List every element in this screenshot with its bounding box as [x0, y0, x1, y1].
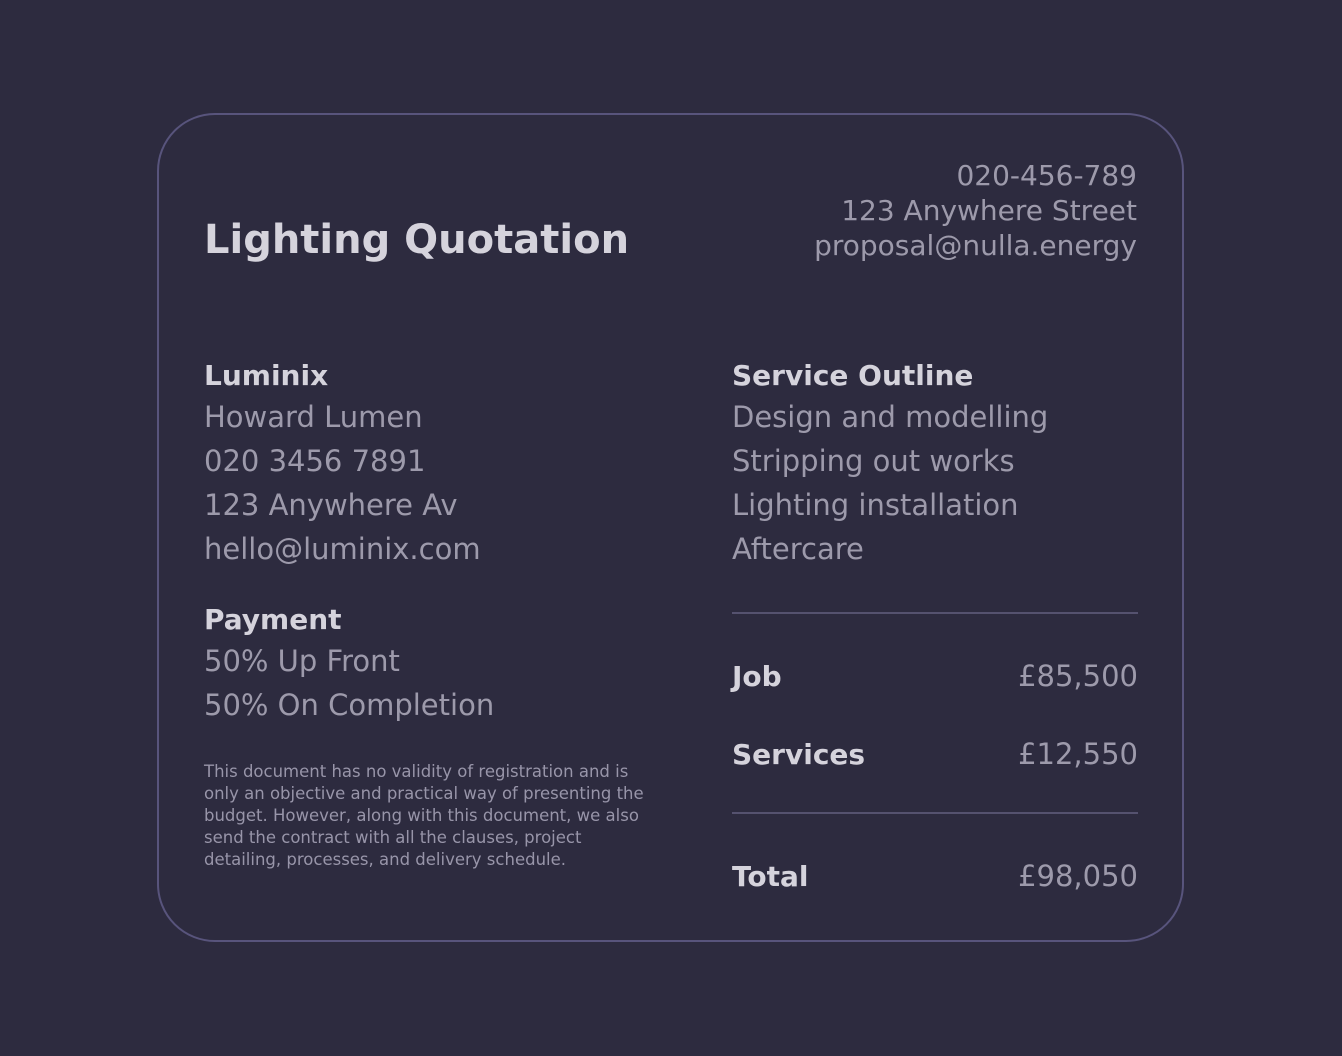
service-item: Aftercare — [732, 532, 864, 566]
client-contact-person: Howard Lumen — [204, 400, 423, 434]
payment-section — [204, 601, 644, 727]
services-label: Services — [732, 737, 866, 771]
payment-term: 50% On Completion — [204, 688, 495, 722]
client-details — [204, 357, 644, 571]
company-contact — [814, 158, 1137, 263]
service-item: Stripping out works — [732, 444, 1015, 478]
total-label: Total — [732, 859, 809, 893]
service-item: Design and modelling — [732, 400, 1049, 434]
service-outline — [732, 357, 1137, 571]
disclaimer-text: This document has no validity of registration and is only an objective and practical way of presenting the budget. However, along with this document, we also send the contract with all the clauses, project detailing, processes, and delivery schedule. — [204, 762, 644, 869]
job-label: Job — [732, 659, 782, 693]
client-name-heading: Luminix — [204, 359, 329, 392]
client-email: hello@luminix.com — [204, 532, 481, 566]
job-cost-row — [732, 656, 1138, 696]
services-cost-row — [732, 734, 1138, 774]
company-phone: 020-456-789 — [956, 159, 1137, 192]
total-cost-row — [732, 856, 1138, 896]
company-address: 123 Anywhere Street — [841, 194, 1137, 227]
total-value: £98,050 — [1018, 859, 1138, 893]
payment-term: 50% Up Front — [204, 644, 400, 678]
divider — [732, 812, 1138, 814]
payment-heading: Payment — [204, 603, 342, 636]
client-phone: 020 3456 7891 — [204, 444, 426, 478]
page-title: Lighting Quotation — [204, 217, 630, 263]
service-item: Lighting installation — [732, 488, 1019, 522]
divider — [732, 612, 1138, 614]
service-outline-heading: Service Outline — [732, 359, 974, 392]
company-email: proposal@nulla.energy — [814, 229, 1137, 262]
job-value: £85,500 — [1018, 659, 1138, 693]
client-address: 123 Anywhere Av — [204, 488, 458, 522]
services-value: £12,550 — [1018, 737, 1138, 771]
